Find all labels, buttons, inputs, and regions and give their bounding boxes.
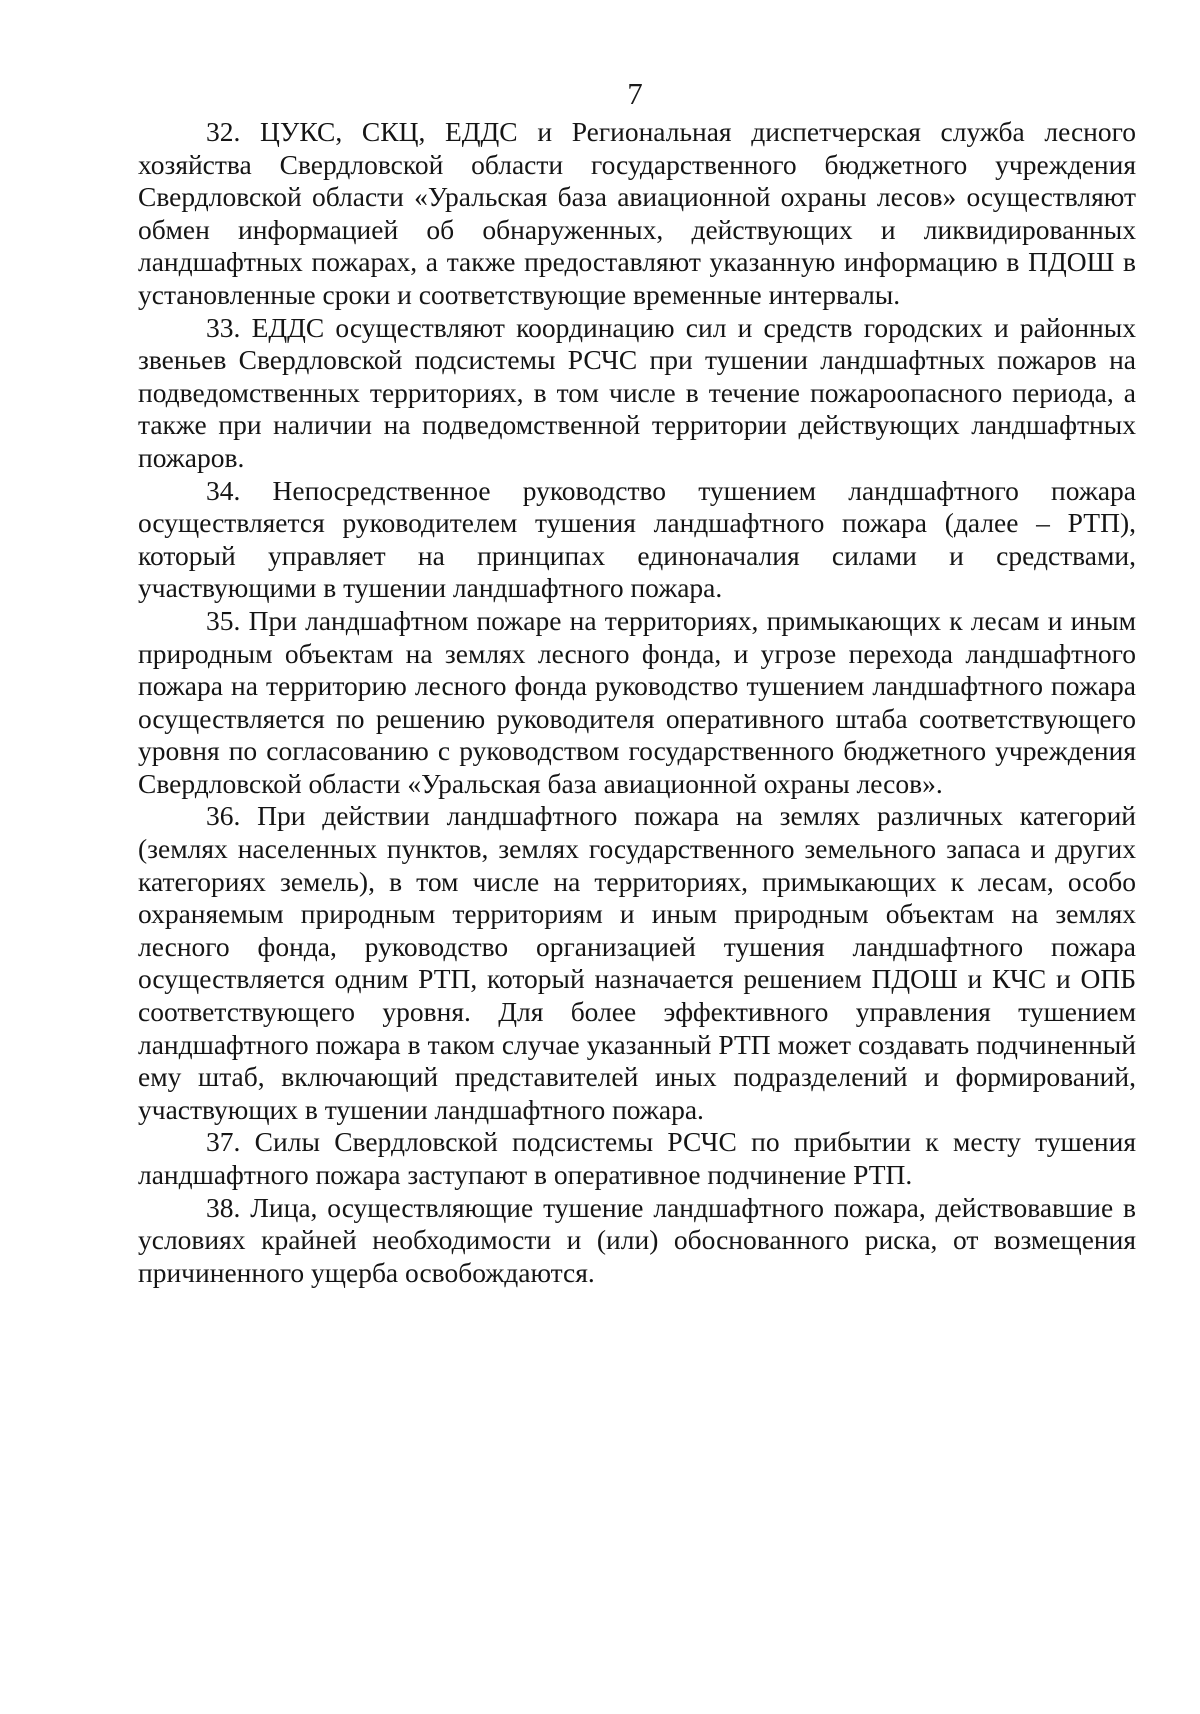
paragraph-37: 37. Силы Свердловской подсистемы РСЧС по прибытии к месту тушения ландшафтного пожара заступают в оперативное подчинение РТП. bbox=[138, 1126, 1136, 1190]
paragraph-36: 36. При действии ландшафтного пожара на землях различных категорий (землях населенных пунктов, землях государственного земельного запаса и других категориях земель), в том числе на территориях, примыкающих к лесам, особо охраняемым природным территориям и иным природным объектам на землях лесного фонда, руководство организацией тушения ландшафтного пожара осуществляется одним РТП, который назначается решением ПДОШ и КЧС и ОПБ соответствующего уровня. Для более эффективного управления тушением ландшафтного пожара в таком случае указанный РТП может создавать подчиненный ему штаб, включающий представителей иных подразделений и формирований, участвующих в тушении ландшафтного пожара. bbox=[138, 800, 1136, 1125]
paragraph-35: 35. При ландшафтном пожаре на территориях, примыкающих к лесам и иным природным объектам на землях лесного фонда, и угрозе перехода ландшафтного пожара на территорию лесного фонда руководство тушением ландшафтного пожара осуществляется по решению руководителя оперативного штаба соответствующего уровня по согласованию с руководством государственного бюджетного учреждения Свердловской области «Уральская база авиационной охраны лесов». bbox=[138, 604, 1136, 799]
paragraph-34: 34. Непосредственное руководство тушением ландшафтного пожара осуществляется руководителем тушения ландшафтного пожара (далее – РТП), который управляет на принципах единоначалия силами и средствами, участвующими в тушении ландшафтного пожара. bbox=[138, 474, 1136, 604]
paragraph-38: 38. Лица, осуществляющие тушение ландшафтного пожара, действовавшие в условиях крайней необходимости и (или) обоснованного риска, от возмещения причиненного ущерба освобождаются. bbox=[138, 1191, 1136, 1288]
paragraph-33: 33. ЕДДС осуществляют координацию сил и средств городских и районных звеньев Свердловской подсистемы РСЧС при тушении ландшафтных пожаров на подведомственных территориях, в том числе в течение пожароопасного периода, а также при наличии на подведомственной территории действующих ландшафтных пожаров. bbox=[138, 311, 1136, 473]
document-body bbox=[138, 116, 1136, 1289]
paragraph-32: 32. ЦУКС, СКЦ, ЕДДС и Региональная диспетчерская служба лесного хозяйства Свердловской области государственного бюджетного учреждения Свердловской области «Уральская база авиационной охраны лесов» осуществляют обмен информацией об обнаруженных, действующих и ликвидированных ландшафтных пожарах, а также предоставляют указанную информацию в ПДОШ в установленные сроки и соответствующие временные интервалы. bbox=[138, 116, 1136, 310]
page-number: 7 bbox=[627, 76, 643, 111]
